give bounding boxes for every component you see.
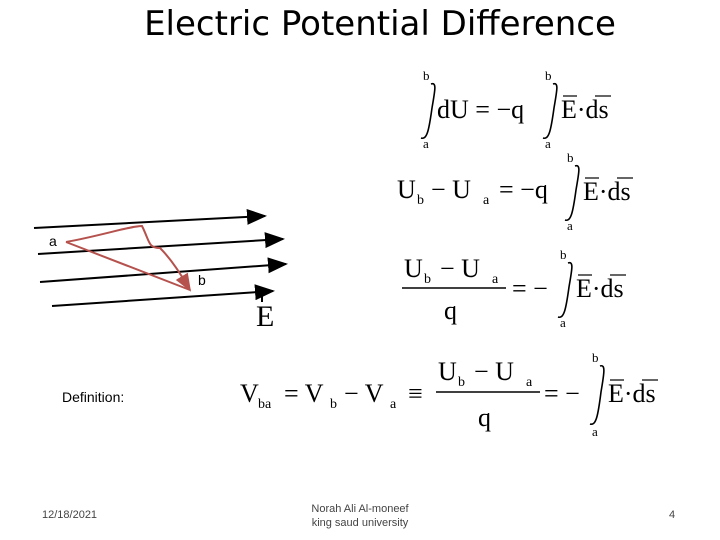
svg-text:− U: − U [474, 357, 514, 386]
slide-title: Electric Potential Difference [144, 4, 616, 44]
svg-text:b: b [458, 375, 465, 390]
svg-text:U: U [438, 357, 457, 386]
svg-text:a: a [560, 315, 566, 330]
svg-text:a: a [423, 136, 429, 151]
svg-text:a: a [526, 375, 533, 390]
svg-text:− U: − U [431, 175, 471, 204]
definition-label: Definition: [62, 389, 125, 405]
svg-text:b: b [560, 247, 567, 262]
svg-text:q: q [478, 403, 491, 432]
svg-text:a: a [492, 272, 499, 287]
svg-text:ba: ba [258, 397, 272, 412]
svg-text:b: b [330, 397, 337, 412]
footer-author [300, 502, 420, 530]
equation-2 [393, 148, 653, 234]
svg-text:b: b [567, 150, 574, 165]
footer-author-name: Norah Ali Al-moneef [311, 503, 409, 515]
svg-text:− U: − U [440, 254, 480, 283]
svg-text:= −: = − [512, 274, 548, 303]
footer-date: 12/18/2021 [42, 509, 98, 521]
svg-text:b: b [592, 350, 599, 365]
point-b-label: b [198, 272, 206, 288]
svg-text:q: q [444, 296, 457, 325]
svg-text:E·ds: E·ds [608, 379, 656, 408]
svg-text:a: a [483, 193, 490, 208]
equation-1 [415, 68, 635, 154]
svg-text:E·ds: E·ds [561, 95, 609, 124]
equation-3 [400, 245, 650, 331]
svg-text:= −q: = −q [499, 175, 548, 204]
svg-text:U: U [404, 254, 423, 283]
svg-text:E·ds: E·ds [583, 177, 631, 206]
path-a-to-b-curved [66, 226, 190, 290]
point-a-label: a [49, 233, 57, 249]
svg-text:a: a [390, 397, 397, 412]
svg-text:− V: − V [344, 379, 384, 408]
svg-text:E·ds: E·ds [576, 274, 624, 303]
svg-text:≡: ≡ [408, 379, 423, 408]
svg-text:a: a [545, 136, 551, 151]
svg-text:V: V [240, 379, 259, 408]
footer-page-number: 4 [669, 509, 676, 521]
svg-text:b: b [417, 193, 424, 208]
svg-text:dU = −q: dU = −q [437, 95, 525, 124]
svg-text:a: a [567, 218, 573, 233]
svg-text:= V: = V [284, 379, 324, 408]
footer-author-org: king saud university [311, 517, 409, 529]
field-line [34, 216, 265, 228]
equation-4 [238, 350, 678, 440]
svg-text:b: b [424, 272, 431, 287]
e-field-label: E [256, 300, 275, 333]
svg-text:b: b [423, 68, 430, 83]
svg-text:b: b [545, 68, 552, 83]
svg-text:U: U [397, 175, 416, 204]
svg-text:a: a [592, 424, 598, 439]
field-line [52, 291, 273, 306]
svg-text:= −: = − [544, 379, 580, 408]
